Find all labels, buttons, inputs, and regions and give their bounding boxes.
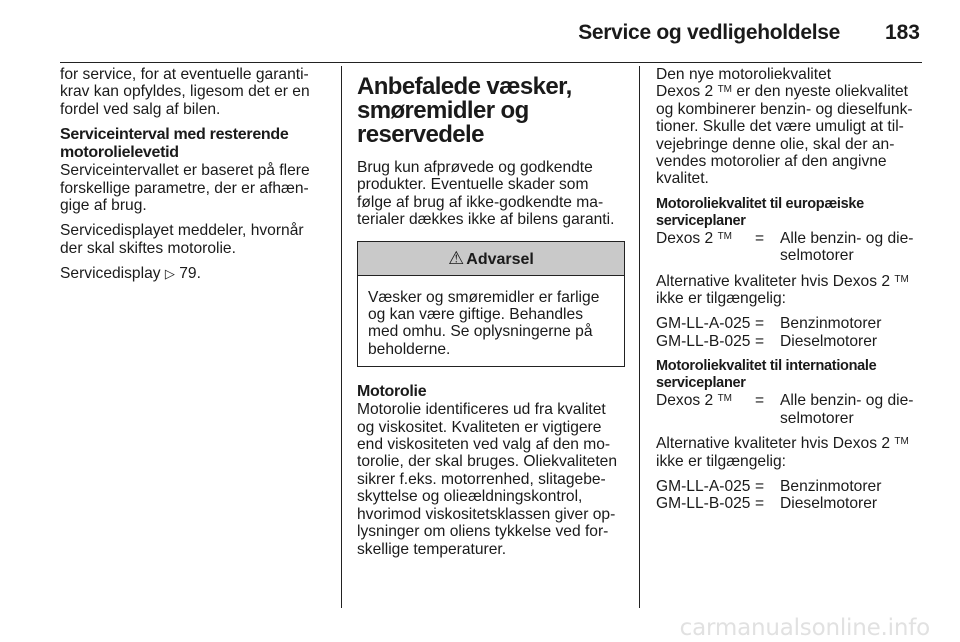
spec-table — [656, 230, 926, 265]
spec-key: GM-LL-B-025 — [656, 332, 751, 350]
subsection-heading: Motoroliekvalitet til europæiske serviceplaner — [656, 195, 864, 229]
equals-sign: = — [755, 495, 765, 513]
table-row — [656, 315, 881, 332]
spec-key: Dexos 2 ™ — [656, 392, 733, 410]
trademark: TM — [717, 230, 733, 242]
paragraph — [60, 265, 322, 282]
page-number: 183 — [884, 21, 920, 44]
column-left — [60, 66, 322, 291]
spec-key: GM-LL-A-025 — [656, 477, 751, 495]
page-header — [60, 14, 922, 63]
spec-value: Benzinmotorer — [780, 315, 882, 333]
paragraph-text: er den nyeste oliekvalitet og kombinerer benzin- og dieselfunk-tioner. Skulle det være umuligt at til-vejebringe denne olie, skal der an-vendes motorolier af den angivne kvalitet. — [656, 83, 913, 188]
spec-table — [656, 392, 926, 427]
equals-sign: = — [755, 332, 765, 350]
page-reference-arrow-icon: ▷ — [164, 266, 175, 282]
subsection-heading: Motoroliekvalitet til internationale serviceplaner — [656, 358, 877, 392]
trademark: TM — [717, 84, 733, 96]
equals-sign: = — [755, 477, 765, 495]
spec-value: Alle benzin- og die-selmotorer — [780, 392, 914, 427]
table-row — [656, 392, 926, 427]
paragraph: Serviceintervallet er baseret på flere forskellige parametre, der er afhæn-gige af brug. — [60, 162, 310, 215]
warning-header — [358, 242, 624, 276]
paragraph-text: Den nye motoroliekvalitet — [656, 66, 832, 83]
spec-value: Alle benzin- og die-selmotorer — [780, 229, 914, 265]
page-reference[interactable]: 79. — [179, 265, 201, 283]
table-row — [656, 478, 881, 495]
warning-title: Advarsel — [466, 250, 534, 268]
watermark: carmanualsonline.info — [679, 615, 930, 641]
equals-sign: = — [755, 229, 765, 247]
warning-icon: ⚠ — [448, 247, 465, 268]
column-middle — [357, 66, 625, 566]
trademark: TM — [894, 273, 909, 285]
paragraph: Alternative kvaliteter hvis Dexos 2 ™ ikke er tilgængelig: — [656, 435, 909, 470]
table-row — [656, 495, 881, 512]
paragraph: Motorolie identificeres ud fra kvalitet og viskositet. Kvaliteten er vigtigere end viskositeten ved valg af den mo-torolie, der skal bruges. Oliekvaliteten sikrer f.eks. motorrenhed, slitagebe-skyttelse og olieældningskontrol, hvorimod viskositetsklassen giver op-lysninger om oliens tykkelse ved for-skellige temperaturer. — [357, 401, 618, 558]
paragraph: Servicedisplayet meddeler, hvornår der skal skiftes motorolie. — [60, 222, 304, 257]
warning-text: Væsker og smøremidler er farlige og kan være giftige. Behandles med omhu. Se oplysningerne på beholderne. — [368, 288, 600, 358]
spec-key: GM-LL-A-025 — [656, 315, 751, 333]
spec-value: Dieselmotorer — [780, 332, 878, 350]
trademark: TM — [717, 393, 733, 405]
section-heading: Serviceinterval med resterende motorolielevetid — [60, 126, 289, 162]
spec-key: GM-LL-B-025 — [656, 495, 751, 513]
section-heading: Motorolie — [357, 383, 427, 401]
intro-paragraph: for service, for at eventuelle garanti-krav kan opfyldes, ligesom det er en fordel ved salg af bilen. — [60, 66, 310, 118]
spec-table — [656, 478, 881, 513]
trademark: TM — [894, 436, 909, 448]
spec-key: Dexos 2 ™ — [656, 229, 733, 247]
equals-sign: = — [755, 392, 765, 410]
column-divider — [341, 66, 342, 608]
spec-value: Dieselmotorer — [780, 495, 878, 513]
spec-table — [656, 315, 881, 350]
column-divider — [639, 66, 640, 608]
product-name: Dexos 2 — [656, 83, 714, 101]
equals-sign: = — [755, 315, 765, 333]
paragraph: Alternative kvaliteter hvis Dexos 2 ™ ikke er tilgængelig: — [656, 272, 909, 308]
paragraph — [656, 66, 926, 188]
warning-box — [357, 241, 625, 368]
column-right — [656, 66, 926, 521]
page-title: Service og vedligeholdelse — [578, 21, 840, 44]
spec-value: Benzinmotorer — [780, 477, 882, 495]
paragraph-text: Servicedisplay — [60, 265, 161, 283]
section-title: Anbefalede væsker, smøremidler og reservedele — [357, 73, 572, 148]
table-row — [656, 230, 926, 265]
table-row — [656, 333, 881, 350]
intro-paragraph: Brug kun afprøvede og godkendte produkter. Eventuelle skader som følge af brug af ikke-godkendte ma-terialer dækkes ikke af bilens garanti. — [357, 159, 615, 229]
